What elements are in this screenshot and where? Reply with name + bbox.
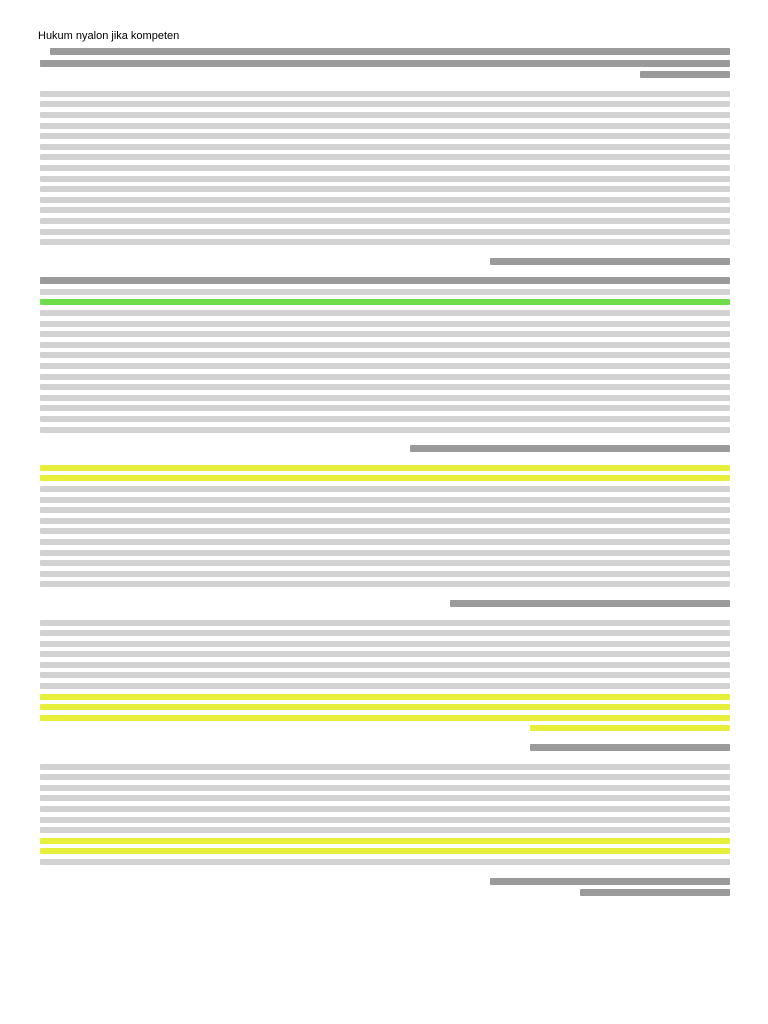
paragraph-2 <box>38 277 730 437</box>
heading-4 <box>38 744 730 756</box>
footer-lines <box>38 878 730 901</box>
paragraph-4 <box>38 620 730 737</box>
paragraph-3 <box>38 465 730 592</box>
document-title: Hukum nyalon jika kompeten <box>38 30 180 42</box>
paragraph-1 <box>38 91 730 250</box>
heading-3 <box>38 600 730 612</box>
paragraph-5 <box>38 764 730 870</box>
heading-1 <box>38 258 730 270</box>
heading-2 <box>38 445 730 457</box>
header-citation <box>38 48 730 83</box>
